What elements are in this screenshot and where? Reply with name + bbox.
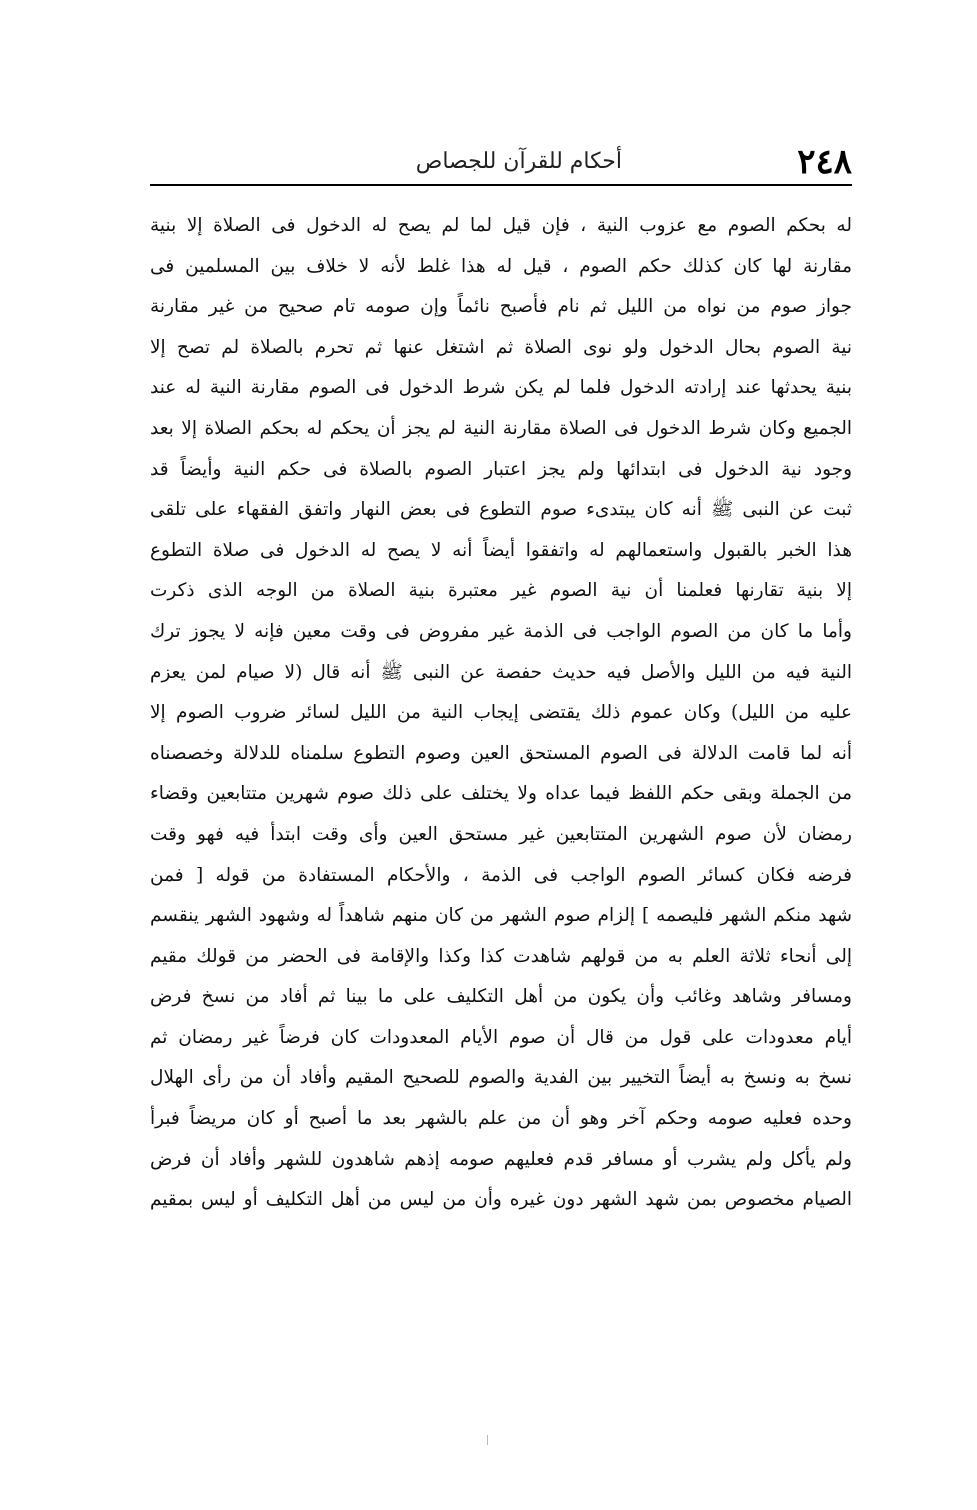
text-line: النية فيه من الليل والأصل فيه حديث حفصة عن النبى ﷺ أنه قال (لا صيام لمن يعزم <box>150 661 852 683</box>
text-line: بنية يحدثها عند إرادته الدخول فلما لم يكن شرط الدخول فى الصوم مقارنة النية له عند <box>150 377 852 399</box>
text-line: الجميع وكان شرط الدخول فى الصلاة مقارنة النية لم يجز أن يحكم له بحكم الصلاة إلا بعد <box>150 417 852 439</box>
book-title: أحكام للقرآن للجصاص <box>415 149 622 174</box>
text-line: له بحكم الصوم مع عزوب النية ، فإن قيل لما لم يصح له الدخول فى الصلاة إلا بنية <box>150 215 852 236</box>
body-text <box>150 206 852 1221</box>
text-line: مقارنة لها كان كذلك حكم الصوم ، قيل له هذا غلط لأنه لا خلاف بين المسلمين فى <box>150 255 852 277</box>
text-line: نية الصوم بحال الدخول ولو نوى الصلاة ثم اشتغل عنها ثم تحرم بالصلاة لم تصح إلا <box>150 336 852 358</box>
text-line: ثبت عن النبى ﷺ أنه كان يبتدىء صوم التطوع فى بعض النهار واتفق الفقهاء على تلقى <box>150 499 852 521</box>
text-line: أيام معدودات على قول من قال أن صوم الأيام المعدودات كان فرضاً غير رمضان ثم <box>150 1026 852 1048</box>
text-line: ومسافر وشاهد وغائب وأن يكون من أهل التكليف على ما بينا ثم أفاد من نسخ فرض <box>150 986 852 1008</box>
text-line: وجود نية الدخول فى ابتدائها ولم يجز اعتبار الصوم بالصلاة فى حكم النية وأيضاً قد <box>150 458 852 480</box>
running-head <box>150 142 852 188</box>
text-line: رمضان لأن صوم الشهرين المتتابعين غير مستحق العين وأى وقت ابتدأ فيه فهو وقت <box>150 823 852 845</box>
text-line: إلا بنية تقارنها فعلمنا أن نية الصوم غير معتبرة بنية الصلاة من الوجه الذى ذكرت <box>150 580 852 602</box>
text-line: ولم يأكل ولم يشرب أو مسافر قدم فعليهم صومه إذهم شاهدون للشهر وأفاد أن فرض <box>150 1148 852 1170</box>
text-line: إلى أنحاء ثلاثة العلم به من قولهم شاهدت كذا وكذا والإقامة فى الحضر من قولك مقيم <box>150 945 852 967</box>
text-line: نسخ به ونسخ به أيضاً التخيير بين الفدية والصوم للصحيح المقيم وأفاد أن من رأى الهلال <box>150 1067 852 1089</box>
text-line: من الجملة وبقى حكم اللفظ فيما عداه ولا يختلف على ذلك صوم شهرين متتابعين وقضاء <box>150 783 852 805</box>
text-line: الصيام مخصوص بمن شهد الشهر دون غيره وأن من ليس من أهل التكليف أو ليس بمقيم <box>150 1189 852 1211</box>
text-line: وحده فعليه صومه وحكم آخر وهو أن من علم بالشهر بعد ما أصبح أو كان مريضاً فبرأ <box>150 1108 852 1130</box>
text-line: عليه من الليل) وكان عموم ذلك يقتضى إيجاب النية من الليل لسائر ضروب الصوم إلا <box>150 702 852 724</box>
text-line: هذا الخبر بالقبول واستعمالهم له واتفقوا أيضاً أنه لا يصح له الدخول فى صلاة التطوع <box>150 539 852 561</box>
text-line: فرضه فكان كسائر الصوم الواجب فى الذمة ، والأحكام المستفادة من قوله [ فمن <box>150 864 852 886</box>
text-line: جواز صوم من نواه من الليل ثم نام فأصبح نائماً وإن صومه تام صحيح من غير مقارنة <box>150 296 852 318</box>
header-rule <box>150 184 852 186</box>
page-number: ٢٤٨ <box>797 142 852 182</box>
text-line: أنه لما قامت الدلالة فى الصوم المستحق العين وصوم التطوع سلمناه للدلالة وخصصناه <box>150 742 852 764</box>
scan-artifact-mark <box>487 1435 488 1445</box>
text-line: شهد منكم الشهر فليصمه ] إلزام صوم الشهر من كان منهم شاهداً له وشهود الشهر ينقسم <box>150 905 852 927</box>
text-line: وأما ما كان من الصوم الواجب فى الذمة غير مفروض فى وقت معين فإنه لا يجوز ترك <box>150 620 852 642</box>
